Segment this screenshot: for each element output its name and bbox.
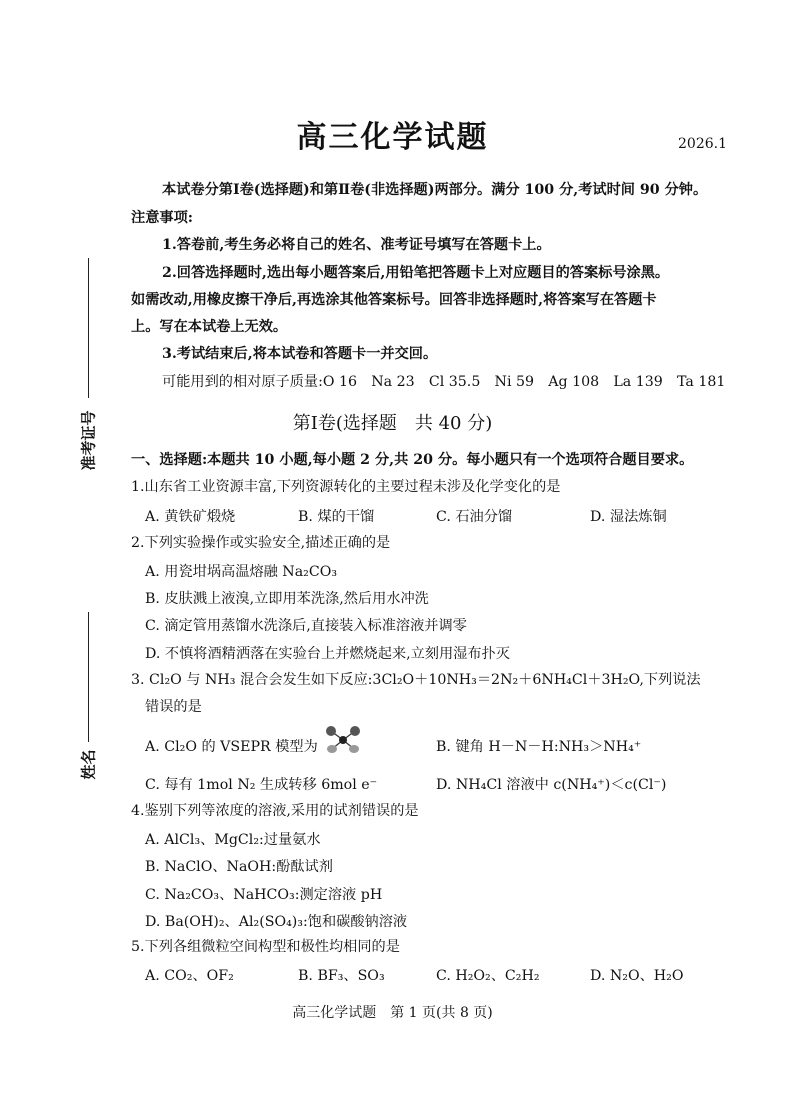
q5-option-c: C. H₂O₂、C₂H₂ — [436, 968, 540, 984]
name-rule — [88, 612, 89, 742]
q1-option-a: A. 黄铁矿煅烧 — [145, 509, 236, 525]
q3-option-a: A. Cl₂O 的 VSEPR 模型为 — [145, 739, 318, 755]
q3-option-c: C. 每有 1mol N₂ 生成转移 6mol e⁻ — [145, 777, 378, 793]
q2-option-c: C. 滴定管用蒸馏水洗涤后,直接装入标准溶液并调零 — [145, 618, 467, 634]
notice-item-2: 2.回答选择题时,选出每小题答案后,用铅笔把答题卡上对应题目的答案标号涂黑。 — [162, 265, 670, 281]
notice-item-2-cont: 如需改动,用橡皮擦干净后,再选涂其他答案标号。回答非选择题时,将答案写在答题卡 — [131, 292, 657, 308]
q2-option-b: B. 皮肤溅上液溴,立即用苯洗涤,然后用水冲洗 — [145, 591, 429, 607]
vsepr-model-icon — [322, 722, 364, 756]
notice-item-2-end: 上。写在本试卷上无效。 — [131, 319, 288, 335]
page-footer: 高三化学试题 第 1 页(共 8 页) — [292, 1005, 493, 1021]
notice-heading: 注意事项: — [131, 210, 193, 226]
q4-option-b: B. NaClO、NaOH:酚酞试剂 — [145, 859, 333, 875]
exam-id-rule — [88, 258, 89, 398]
question-1-stem: 1.山东省工业资源丰富,下列资源转化的主要过程未涉及化学变化的是 — [131, 479, 561, 495]
atomic-masses: 可能用到的相对原子质量:O 16 Na 23 Cl 35.5 Ni 59 Ag 108 La 139 Ta 181 — [162, 374, 726, 390]
exam-date: 2026.1 — [678, 136, 727, 152]
q4-option-d: D. Ba(OH)₂、Al₂(SO₄)₃:饱和碳酸钠溶液 — [145, 914, 408, 930]
question-4-stem: 4.鉴别下列等浓度的溶液,采用的试剂错误的是 — [131, 803, 419, 819]
q5-option-a: A. CO₂、OF₂ — [145, 968, 234, 984]
q1-option-d: D. 湿法炼铜 — [590, 509, 667, 525]
q5-option-b: B. BF₃、SO₃ — [298, 968, 385, 984]
q2-option-d: D. 不慎将酒精洒落在实验台上并燃烧起来,立刻用湿布扑灭 — [145, 646, 510, 662]
q4-option-c: C. Na₂CO₃、NaHCO₃:测定溶液 pH — [145, 887, 383, 903]
q2-option-a: A. 用瓷坩埚高温熔融 Na₂CO₃ — [145, 564, 338, 580]
intro-line: 本试卷分第Ⅰ卷(选择题)和第Ⅱ卷(非选择题)两部分。满分 100 分,考试时间 90 分钟。 — [162, 182, 708, 198]
section-title: 第Ⅰ卷(选择题 共 40 分) — [292, 413, 493, 434]
q3-option-d: D. NH₄Cl 溶液中 c(NH₄⁺)＜c(Cl⁻) — [436, 777, 667, 793]
page-title: 高三化学试题 — [296, 120, 489, 155]
q5-option-d: D. N₂O、H₂O — [590, 968, 684, 984]
question-2-stem: 2.下列实验操作或实验安全,描述正确的是 — [131, 535, 391, 551]
notice-item-1: 1.答卷前,考生务必将自己的姓名、准考证号填写在答题卡上。 — [162, 237, 551, 253]
notice-item-3: 3.考试结束后,将本试卷和答题卡一并交回。 — [162, 346, 438, 362]
name-label: 姓名 — [79, 749, 98, 780]
exam-id-label: 准考证号 — [79, 410, 98, 471]
q1-option-c: C. 石油分馏 — [436, 509, 513, 525]
question-3-stem: 3. Cl₂O 与 NH₃ 混合会发生如下反应:3Cl₂O＋10NH₃＝2N₂＋6NH₄Cl＋3H₂O,下列说法 — [131, 672, 701, 688]
section-heading: 一、选择题:本题共 10 小题,每小题 2 分,共 20 分。每小题只有一个选项符合题目要求。 — [131, 452, 694, 468]
question-3-stem-cont: 错误的是 — [145, 699, 202, 715]
q4-option-a: A. AlCl₃、MgCl₂:过量氨水 — [145, 832, 321, 848]
q1-option-b: B. 煤的干馏 — [298, 509, 375, 525]
q3-option-b: B. 键角 H－N－H:NH₃＞NH₄⁺ — [436, 739, 642, 755]
question-5-stem: 5.下列各组微粒空间构型和极性均相同的是 — [131, 939, 400, 955]
